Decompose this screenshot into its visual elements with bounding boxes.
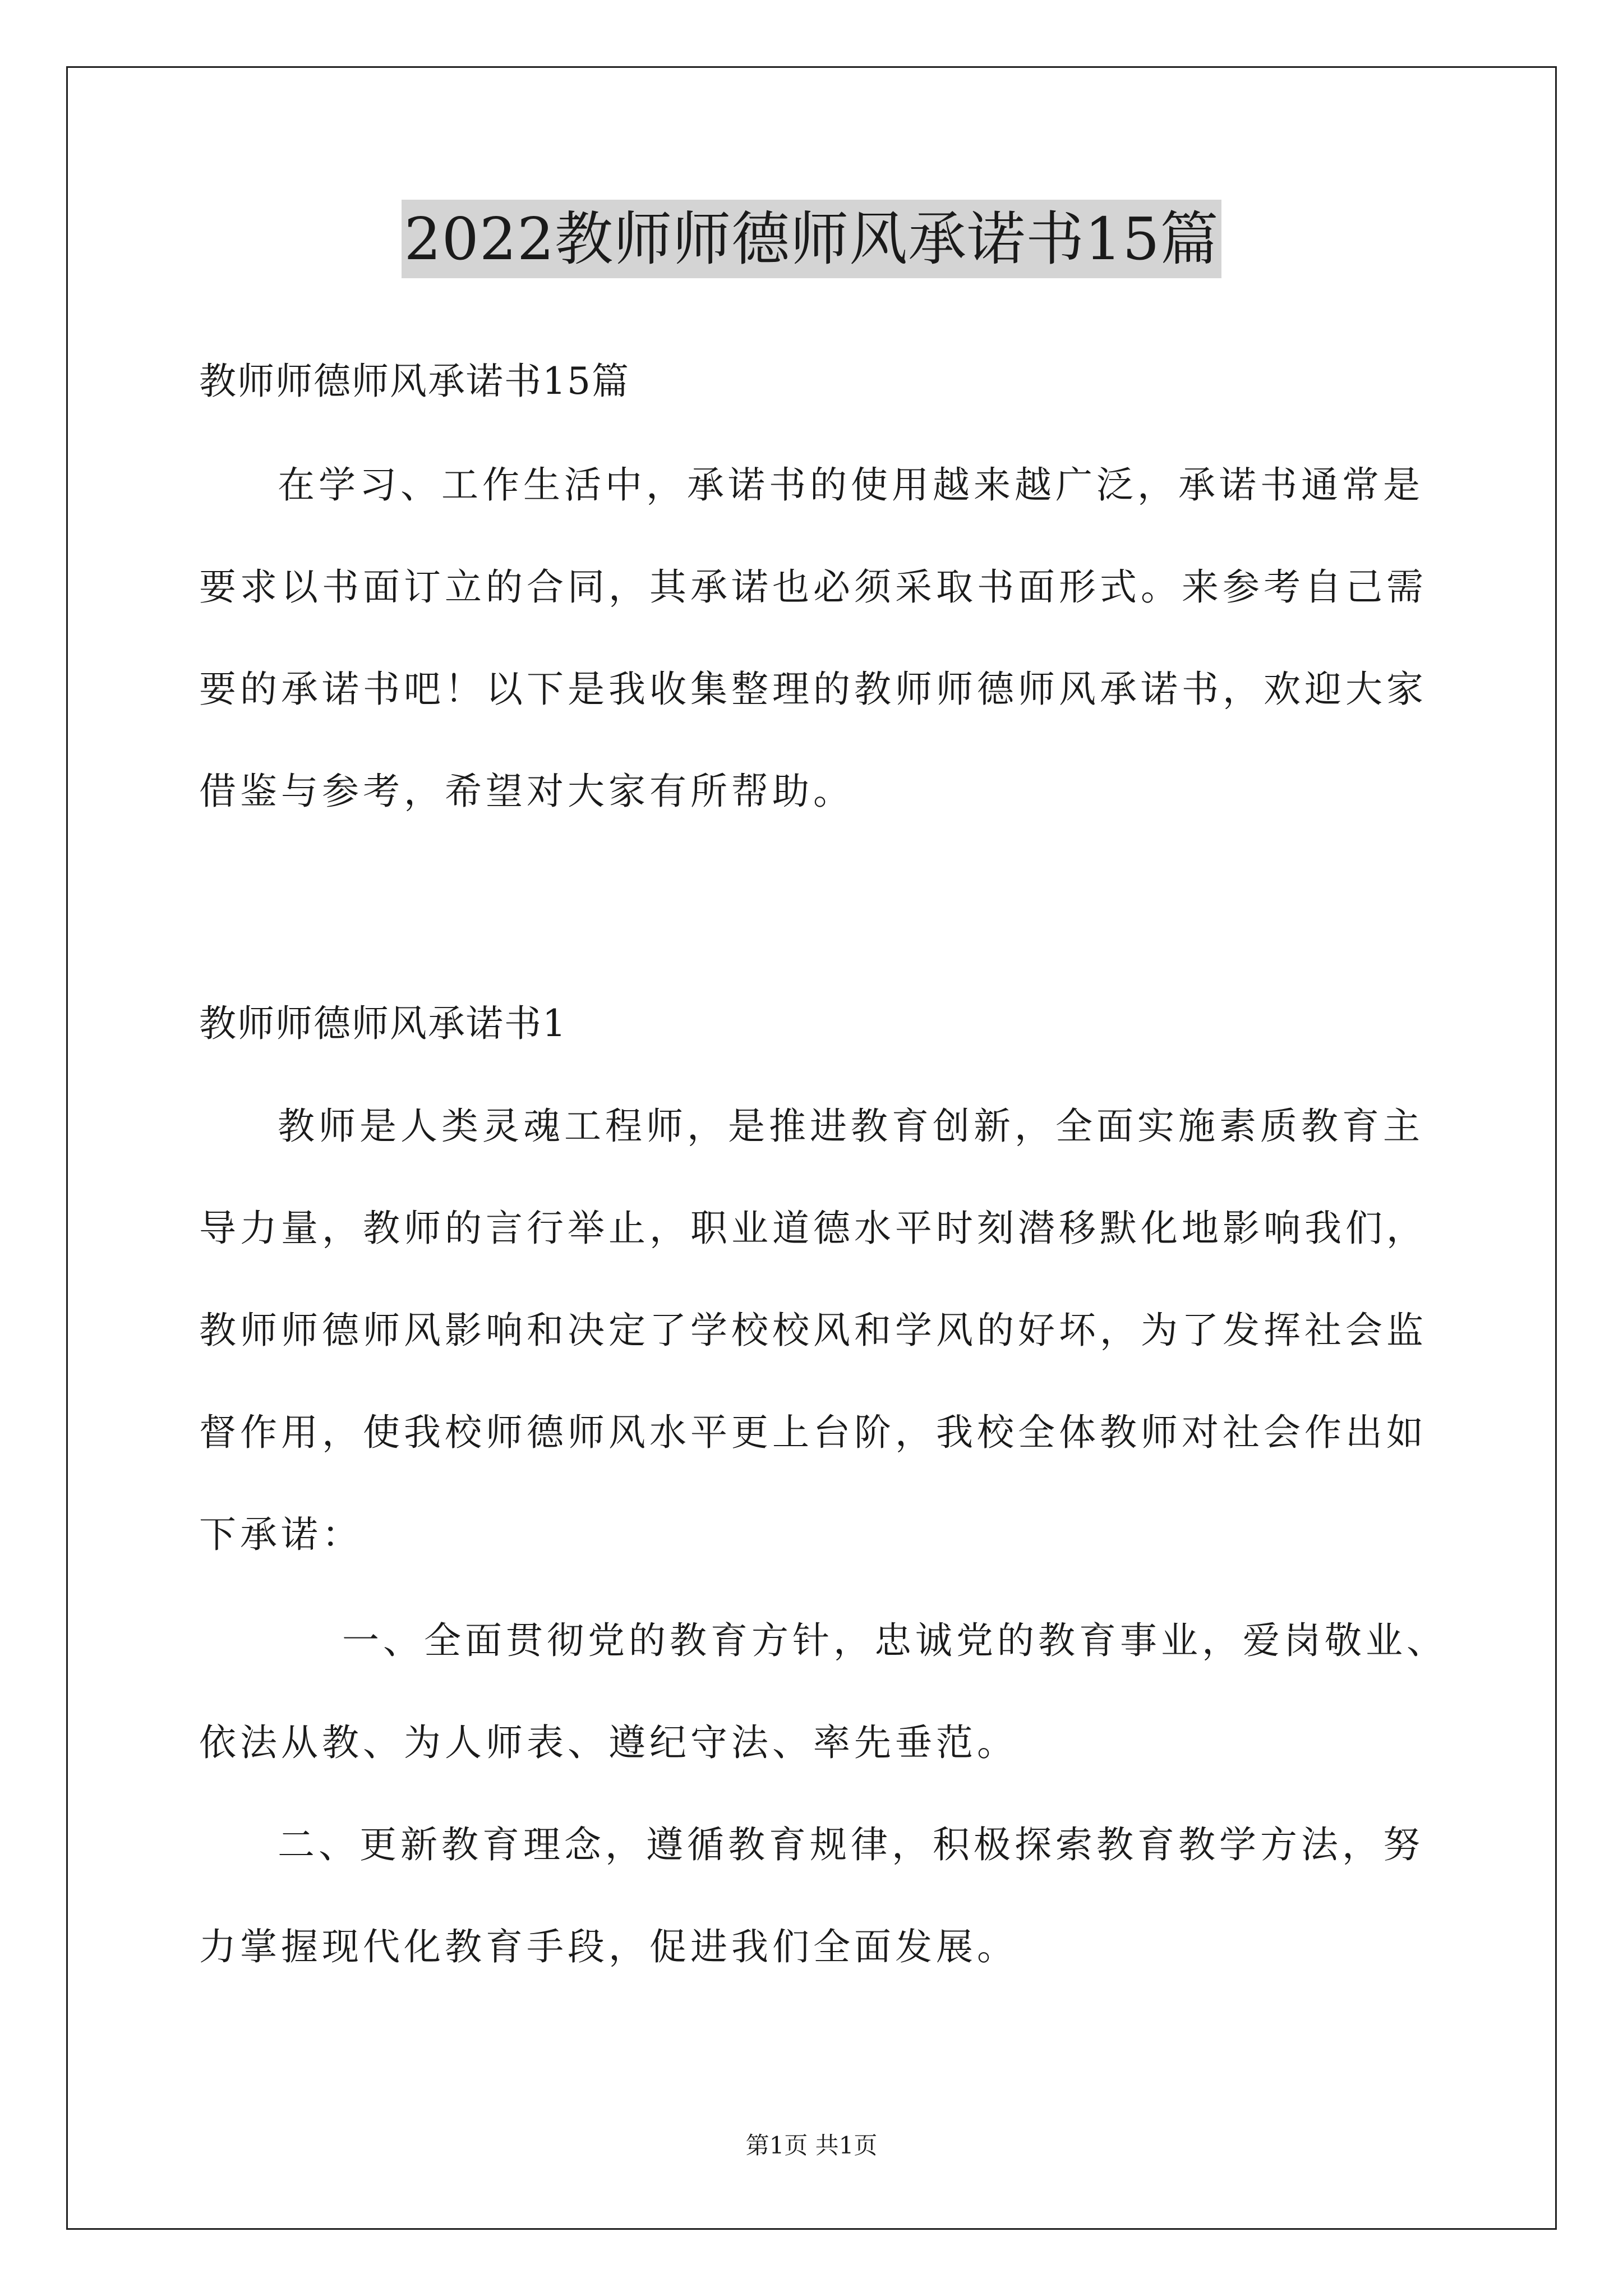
body-line: 一、全面贯彻党的教育方针，忠诚党的教育事业，爱岗敬业、 [342,1619,1447,1662]
body-line: 二、更新教育理念，遵循教育规律，积极探索教育教学方法，努 [278,1823,1424,1866]
body-line: 督作用，使我校师德师风水平更上台阶，我校全体教师对社会作出如 [199,1411,1427,1454]
intro-line: 借鉴与参考，希望对大家有所帮助。 [199,770,854,813]
title-container [0,200,1623,278]
document-subtitle: 教师师德师风承诺书15篇 [199,360,630,403]
page-footer: 第1页 共1页 [745,2132,878,2159]
intro-line: 在学习、工作生活中，承诺书的使用越来越广泛，承诺书通常是 [278,463,1424,507]
body-line: 下承诺： [199,1513,363,1556]
body-line: 依法从教、为人师表、遵纪守法、率先垂范。 [199,1721,1018,1764]
body-line: 教师师德师风影响和决定了学校校风和学风的好坏，为了发挥社会监 [199,1309,1427,1352]
section-heading: 教师师德师风承诺书1 [199,1002,567,1045]
intro-line: 要的承诺书吧！以下是我收集整理的教师师德师风承诺书，欢迎大家 [199,668,1427,711]
body-line: 教师是人类灵魂工程师，是推进教育创新，全面实施素质教育主 [278,1105,1424,1148]
body-line: 力掌握现代化教育手段，促进我们全面发展。 [199,1925,1018,1968]
body-line: 导力量，教师的言行举止，职业道德水平时刻潜移默化地影响我们， [199,1207,1427,1250]
intro-line: 要求以书面订立的合同，其承诺也必须采取书面形式。来参考自己需 [199,565,1427,609]
document-title: 2022教师师德师风承诺书15篇 [402,200,1221,278]
